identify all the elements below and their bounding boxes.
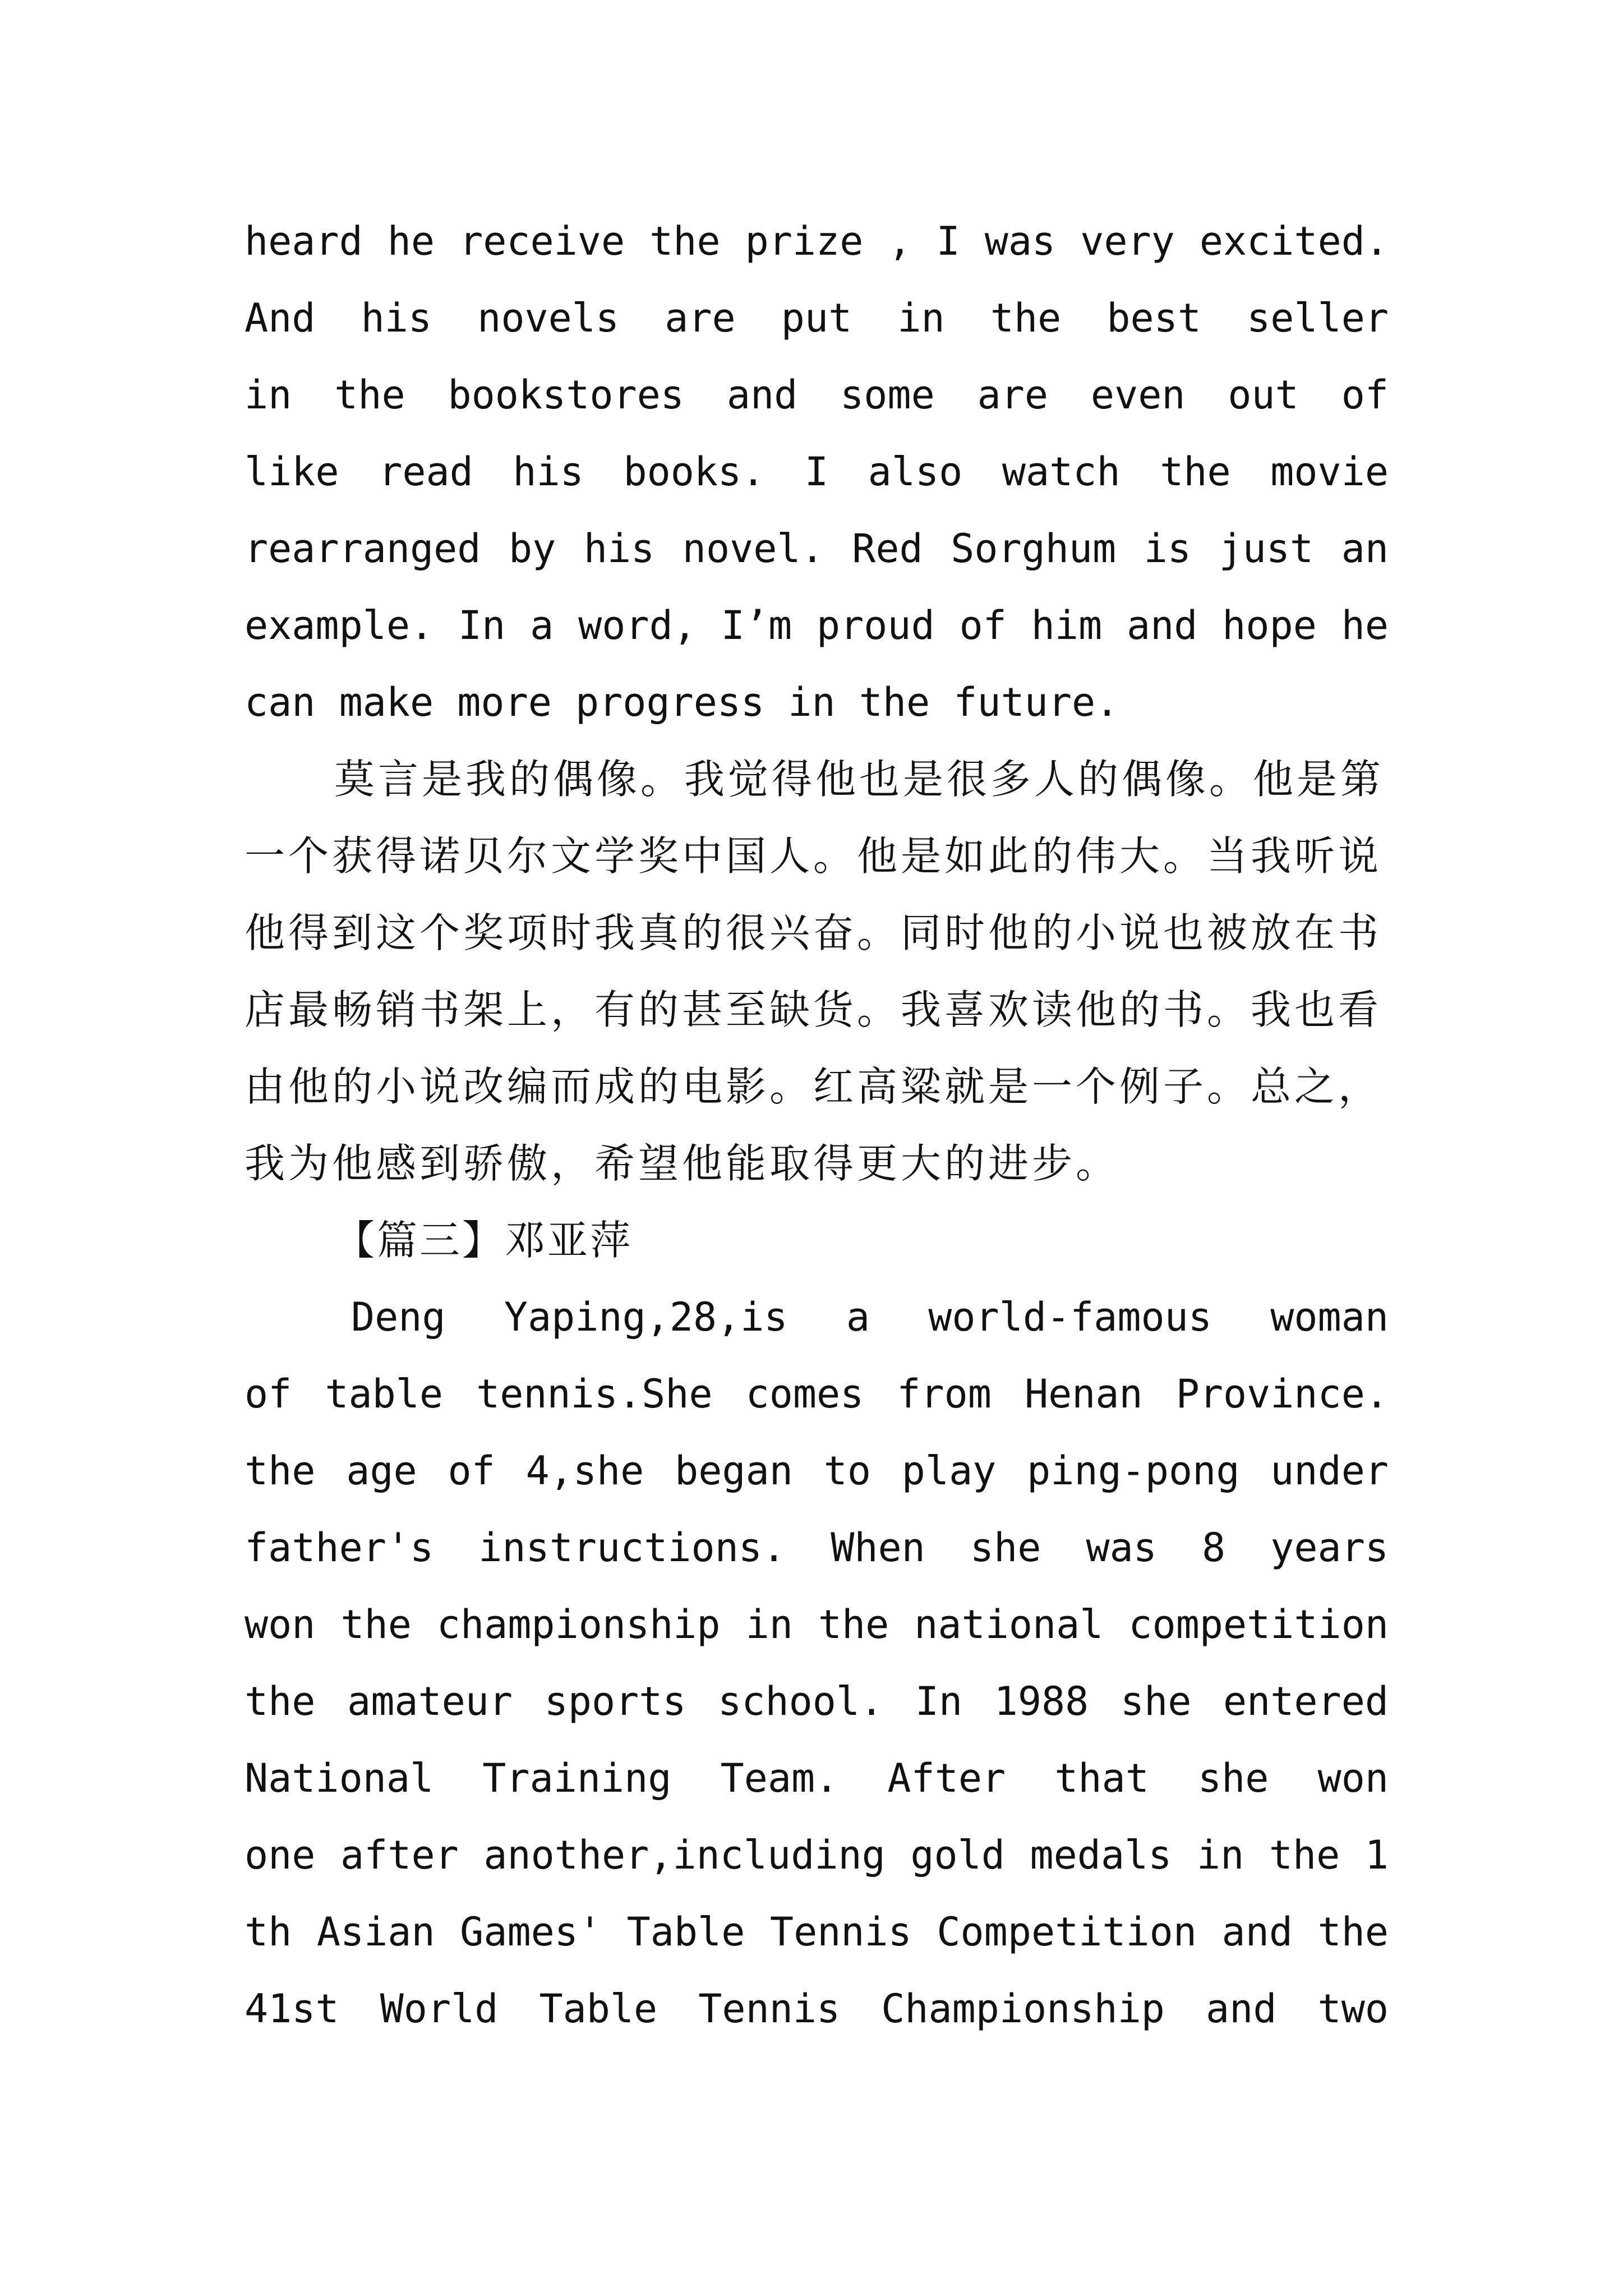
text-line: the age of 4,she began to play ping-pong under xyxy=(245,1448,1389,1494)
text-line: heard he receive the prize , I was very excited. xyxy=(245,218,1389,264)
text-line: like read his books. I also watch the movie xyxy=(245,449,1389,495)
text-line: one after another,including gold medals in the 1 xyxy=(245,1832,1389,1878)
text-line: National Training Team. After that she won xyxy=(245,1755,1389,1801)
text-line: example. In a word, I’m proud of him and hope he xyxy=(245,602,1389,648)
text-line: 由他的小说改编而成的电影。红高粱就是一个例子。总之， xyxy=(245,1063,1382,1110)
text-line: 店最畅销书架上，有的甚至缺货。我喜欢读他的书。我也看 xyxy=(245,986,1382,1033)
text-line: father's instructions. When she was 8 years xyxy=(245,1525,1389,1571)
text-line: Deng Yaping,28,is a world-famous woman xyxy=(351,1294,1389,1340)
text-line: 我为他感到骄傲，希望他能取得更大的进步。 xyxy=(245,1140,1120,1187)
paragraph-moyan-english xyxy=(245,203,1389,741)
section-heading: 【篇三】邓亚萍 xyxy=(334,1217,633,1264)
paragraph-dengyaping-english xyxy=(245,1279,1389,2047)
text-line: in the bookstores and some are even out of xyxy=(245,372,1389,418)
text-line: 莫言是我的偶像。我觉得他也是很多人的偶像。他是第 xyxy=(334,756,1385,803)
paragraph-moyan-chinese xyxy=(245,741,1389,1202)
text-line: rearranged by his novel. Red Sorghum is just an xyxy=(245,526,1389,572)
text-line: can make more progress in the future. xyxy=(245,679,1119,725)
text-line: 41st World Table Tennis Championship and two xyxy=(245,1986,1389,2032)
text-line: of table tennis.She comes from Henan Province. xyxy=(245,1371,1389,1417)
text-line: won the championship in the national competition xyxy=(245,1602,1389,1648)
text-line: And his novels are put in the best seller xyxy=(245,295,1389,341)
text-line: 一个获得诺贝尔文学奖中国人。他是如此的伟大。当我听说 xyxy=(245,832,1382,880)
text-line: th Asian Games' Table Tennis Competition and the xyxy=(245,1909,1389,1955)
document-body xyxy=(245,203,1389,2047)
text-line: 他得到这个奖项时我真的很兴奋。同时他的小说也被放在书 xyxy=(245,909,1382,956)
text-line: the amateur sports school. In 1988 she entered xyxy=(245,1678,1389,1724)
